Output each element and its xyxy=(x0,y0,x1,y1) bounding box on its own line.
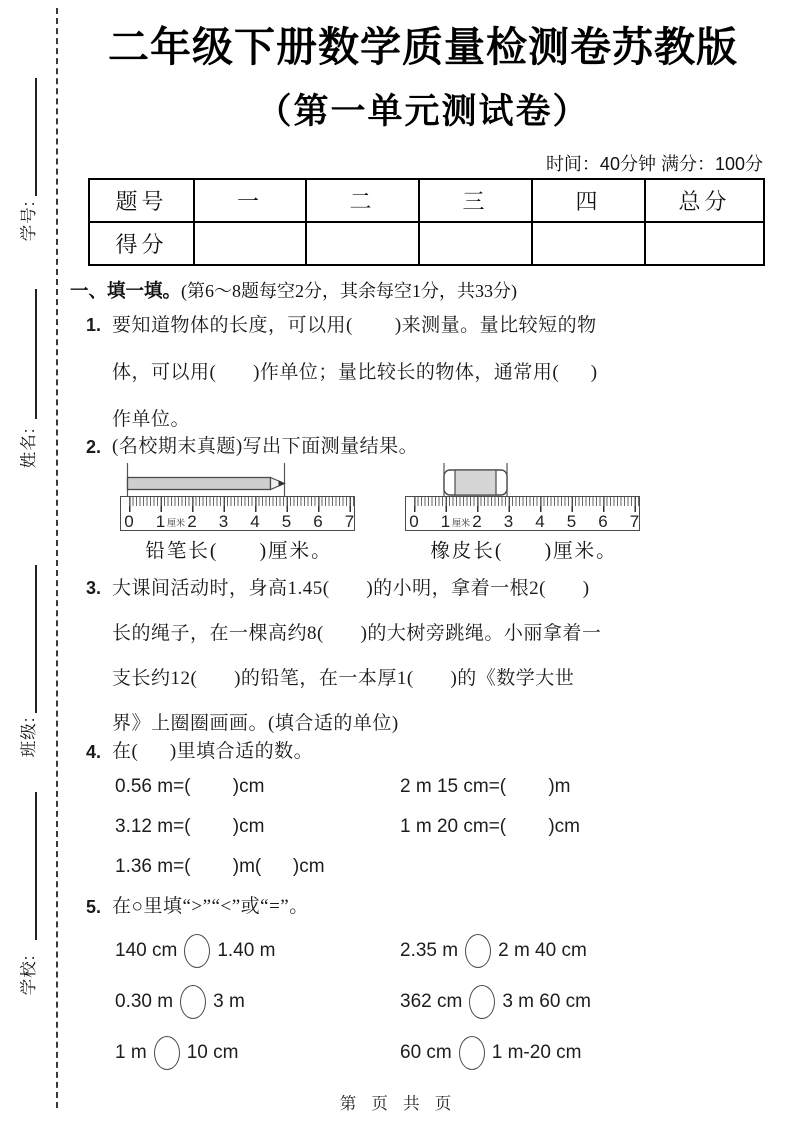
ruler xyxy=(120,496,355,531)
exam-time-score-info: 时间：40分钟 满分：100分 xyxy=(545,154,763,174)
comparison-right: 1 m-20 cm xyxy=(491,1041,582,1063)
comparison-right: 3 m 60 cm xyxy=(502,990,592,1012)
score-label: 得分 xyxy=(89,222,194,265)
ruler-number: 2 xyxy=(472,512,482,531)
comparison-circle xyxy=(469,985,495,1019)
column-total: 总分 xyxy=(645,179,764,222)
question-1 xyxy=(86,302,793,443)
question-3 xyxy=(86,566,793,746)
ruler-unit-label: 厘米 xyxy=(166,518,186,528)
ruler-number: 2 xyxy=(187,512,197,531)
section-one-heading xyxy=(70,277,517,303)
question-1-line: 体，可以用( )作单位；量比较长的物体，通常用( ) xyxy=(112,362,598,383)
ruler-number: 1 xyxy=(155,512,166,531)
conversion-item: 2 m 15 cm=( )m xyxy=(400,776,571,797)
question-1-line: 要知道物体的长度，可以用( )来测量。量比较短的物 xyxy=(112,315,597,336)
question-2-number: 2. xyxy=(86,437,102,457)
ruler-number: 3 xyxy=(218,512,229,531)
score-cell xyxy=(194,222,306,265)
conversion-item: 1 m 20 cm=( )cm xyxy=(400,816,580,837)
ruler-number: 3 xyxy=(503,512,514,531)
page-footer: 第 页 共 页 xyxy=(339,1095,454,1113)
comparison-item xyxy=(115,1027,238,1078)
ruler-number: 0 xyxy=(409,512,419,531)
ruler-number: 7 xyxy=(344,512,355,531)
column-one: 一 xyxy=(194,179,306,222)
pencil-length-caption: 铅笔长( )厘米。 xyxy=(145,541,333,562)
question-3-line: 界》上圈圈画画。(填合适的单位) xyxy=(112,713,399,734)
comparison-item xyxy=(400,925,587,976)
column-three: 三 xyxy=(419,179,532,222)
question-1-line: 作单位。 xyxy=(112,409,191,430)
score-table-score-row xyxy=(89,222,764,265)
comparison-left: 60 cm xyxy=(400,1041,452,1063)
score-table-header-row xyxy=(89,179,764,222)
comparison-left: 0.30 m xyxy=(115,990,174,1012)
question-4-row xyxy=(115,807,580,847)
ruler-number: 0 xyxy=(124,512,134,531)
score-cell xyxy=(306,222,419,265)
comparison-right: 2 m 40 cm xyxy=(498,939,587,961)
conversion-item: 0.56 m=( )cm xyxy=(115,776,265,797)
question-number-label: 题号 xyxy=(89,179,194,222)
comparison-left: 140 cm xyxy=(115,939,178,961)
section-scoring-note: (第6～8题每空2分，其余每空1分，共33分) xyxy=(181,281,518,301)
question-3-line: 大课间活动时，身高1.45( )的小明，拿着一根2( ) xyxy=(112,578,590,599)
comparison-circle xyxy=(459,1036,485,1070)
comparison-right: 10 cm xyxy=(186,1041,239,1063)
score-table xyxy=(88,178,765,266)
comparison-left: 2.35 m xyxy=(400,939,459,961)
pencil-measure-figure xyxy=(119,462,359,563)
question-1-number: 1. xyxy=(86,315,102,335)
score-cell xyxy=(532,222,645,265)
comparison-item xyxy=(115,976,245,1027)
ruler-number: 4 xyxy=(535,512,545,531)
comparison-item xyxy=(400,976,591,1027)
ruler-number: 5 xyxy=(281,512,292,531)
page-subtitle: （第一单元测试卷） xyxy=(256,92,590,131)
pencil-icon xyxy=(119,462,359,496)
score-cell xyxy=(645,222,764,265)
student-id-label: 学号: xyxy=(20,200,38,242)
section-title: 一、填一填。 xyxy=(70,282,182,302)
comparison-circle xyxy=(184,934,210,968)
class-writing-line xyxy=(35,565,37,713)
column-two: 二 xyxy=(306,179,419,222)
conversion-item: 1.36 m=( )m( )cm xyxy=(115,856,325,877)
ruler-number: 4 xyxy=(250,512,260,531)
comparison-left: 362 cm xyxy=(400,990,463,1012)
question-4-row xyxy=(115,767,571,807)
question-5-text: 在○里填“>”“<”或“=”。 xyxy=(112,896,309,917)
question-2-text: (名校期末真题)写出下面测量结果。 xyxy=(112,436,419,457)
ruler-number: 5 xyxy=(566,512,577,531)
ruler-number: 7 xyxy=(629,512,640,531)
page-title: 二年级下册数学质量检测卷苏教版 xyxy=(108,24,738,70)
eraser-length-caption: 橡皮长( )厘米。 xyxy=(430,541,618,562)
column-four: 四 xyxy=(532,179,645,222)
comparison-right: 1.40 m xyxy=(217,939,276,961)
ruler xyxy=(405,496,640,531)
comparison-circle xyxy=(154,1036,180,1070)
name-label: 姓名: xyxy=(20,427,38,469)
student-id-writing-line xyxy=(35,78,37,196)
question-5 xyxy=(86,884,793,930)
school-writing-line xyxy=(35,792,37,940)
conversion-item: 3.12 m=( )cm xyxy=(115,816,265,837)
ruler-number: 1 xyxy=(440,512,451,531)
question-3-number: 3. xyxy=(86,578,102,598)
question-4-number: 4. xyxy=(86,742,102,762)
score-cell xyxy=(419,222,532,265)
comparison-left: 1 m xyxy=(115,1041,147,1063)
ruler-unit-label: 厘米 xyxy=(451,518,471,528)
school-label: 学校: xyxy=(20,954,38,996)
question-4-row xyxy=(115,847,400,887)
comparison-item xyxy=(400,1027,582,1078)
comparison-circle xyxy=(465,934,491,968)
question-3-line: 长的绳子，在一棵高约8( )的大树旁跳绳。小丽拿着一 xyxy=(112,623,602,644)
ruler-number: 6 xyxy=(313,512,323,531)
eraser-icon xyxy=(404,462,644,496)
class-label: 班级: xyxy=(20,716,38,758)
comparison-circle xyxy=(180,985,206,1019)
name-writing-line xyxy=(35,289,37,419)
ruler-number: 6 xyxy=(598,512,608,531)
eraser-measure-figure xyxy=(404,462,644,563)
question-5-number: 5. xyxy=(86,897,102,917)
question-3-line: 支长约12( )的铅笔，在一本厚1( )的《数学大世 xyxy=(112,668,575,689)
comparison-right: 3 m xyxy=(213,990,245,1012)
binding-dashed-line xyxy=(56,8,58,1108)
comparison-item xyxy=(115,925,275,976)
question-4-text: 在( )里填合适的数。 xyxy=(112,741,314,762)
